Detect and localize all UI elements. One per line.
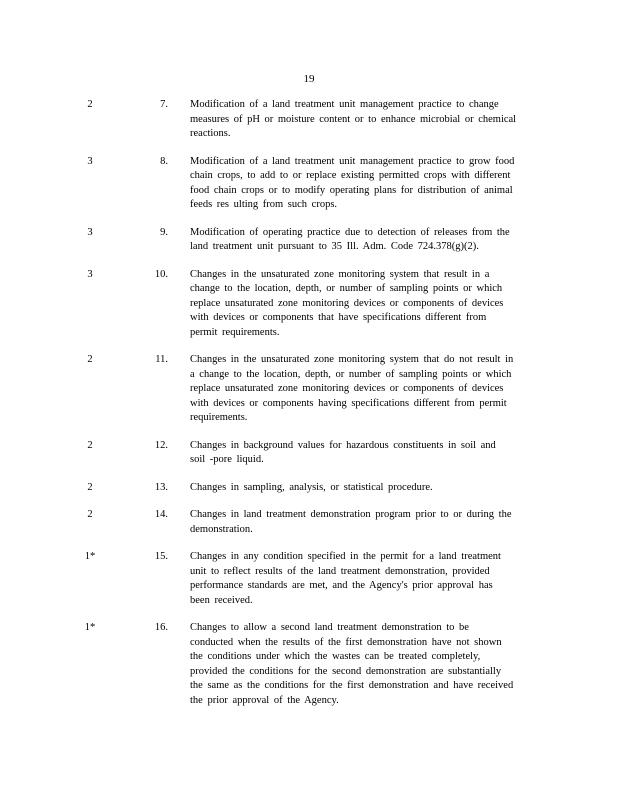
text-line: land treatment unit pursuant to 35 Ill. Adm. Code 724.378(g)(2). [190, 241, 479, 252]
text-line: Modification of operating practice due to detection of releases from the [190, 226, 510, 238]
item-number: 10. [154, 268, 168, 280]
item-text [190, 621, 538, 708]
text-line: Changes in any condition specified in the permit for a land treatment [190, 551, 501, 562]
text-line: replace unsaturated zone monitoring devices or components of devices [190, 297, 504, 309]
text-line: Changes in background values for hazardous constituents in soil and [190, 439, 496, 451]
class-value: 2 [87, 354, 93, 365]
text-line: Changes in sampling, analysis, or statistical procedure. [190, 481, 433, 493]
class-value: 2 [87, 439, 93, 451]
text-line: Modification of a land treatment unit management practice to grow food [190, 155, 515, 167]
text-line: permit requirements. [190, 326, 280, 338]
item-text [190, 98, 538, 142]
list-item [0, 98, 618, 142]
text-line: with devices or components having specifications different from permit [190, 397, 507, 409]
item-number: 13. [154, 481, 168, 493]
item-number: 7. [160, 99, 168, 110]
text-line: conducted when the results of the first demonstration have not shown [190, 636, 502, 648]
text-line: measures of pH or moisture content or to enhance microbial or chemical [190, 113, 517, 125]
item-text [190, 268, 538, 341]
list-item [0, 439, 618, 468]
item-text [190, 155, 538, 213]
text-line: been received. [190, 594, 253, 606]
list-item [0, 481, 618, 496]
text-line: the same as the conditions for the first demonstration and have received [190, 680, 514, 691]
entry-list [0, 98, 618, 721]
item-number: 8. [160, 155, 168, 167]
text-line: a change to the location, depth, or number of sampling points or which [190, 368, 512, 380]
class-value: 1* [84, 622, 96, 633]
item-text [190, 550, 538, 608]
item-text [190, 481, 538, 496]
list-item [0, 155, 618, 213]
list-item [0, 621, 618, 708]
text-line: change to the location, depth, or number of sampling points or which [190, 283, 503, 294]
page-number: 19 [303, 73, 315, 85]
list-item [0, 508, 618, 537]
item-number: 15. [154, 551, 168, 562]
list-item [0, 353, 618, 426]
class-value: 2 [87, 509, 93, 520]
item-number: 16. [154, 622, 168, 633]
text-line: Changes in the unsaturated zone monitoring system that result in a [190, 268, 490, 280]
list-item [0, 226, 618, 255]
text-line: performance standards are met, and the Agency's prior approval has [190, 580, 493, 591]
class-value: 3 [87, 268, 93, 280]
text-line: Changes in the unsaturated zone monitoring system that do not result in [190, 354, 514, 365]
list-item [0, 550, 618, 608]
text-line: unit to reflect results of the land treatment demonstration, provided [190, 565, 490, 577]
class-value: 3 [87, 155, 93, 167]
item-number: 12. [154, 439, 168, 451]
text-line: the conditions under which the wastes can be treated completely, [190, 651, 481, 662]
text-line: replace unsaturated zone monitoring devices or components of devices [190, 383, 504, 394]
class-value: 3 [87, 226, 93, 238]
text-line: food chain crops or to modify operating plans for distribution of animal [190, 184, 513, 196]
item-text [190, 439, 538, 468]
text-line: soil -pore liquid. [190, 454, 264, 465]
text-line: with devices or components that have specifications different from [190, 312, 487, 323]
item-text [190, 508, 538, 537]
item-text [190, 353, 538, 426]
text-line: Changes in land treatment demonstration program prior to or during the [190, 509, 512, 520]
text-line: requirements. [190, 412, 248, 423]
item-number: 11. [155, 354, 168, 365]
class-value: 2 [87, 99, 93, 110]
text-line: reactions. [190, 128, 231, 139]
text-line: chain crops, to add to or replace existing permitted crops with different [190, 170, 511, 181]
item-number: 9. [160, 226, 168, 238]
text-line: feeds res ulting from such crops. [190, 199, 338, 210]
item-text [190, 226, 538, 255]
item-number: 14. [154, 509, 168, 520]
text-line: Modification of a land treatment unit management practice to change [190, 99, 499, 110]
list-item [0, 268, 618, 341]
text-line: Changes to allow a second land treatment demonstration to be [190, 622, 469, 633]
class-value: 2 [87, 481, 93, 493]
class-value: 1* [84, 551, 96, 562]
text-line: demonstration. [190, 523, 253, 535]
text-line: provided the conditions for the second demonstration are substantially [190, 665, 502, 677]
text-line: the prior approval of the Agency. [190, 694, 339, 706]
